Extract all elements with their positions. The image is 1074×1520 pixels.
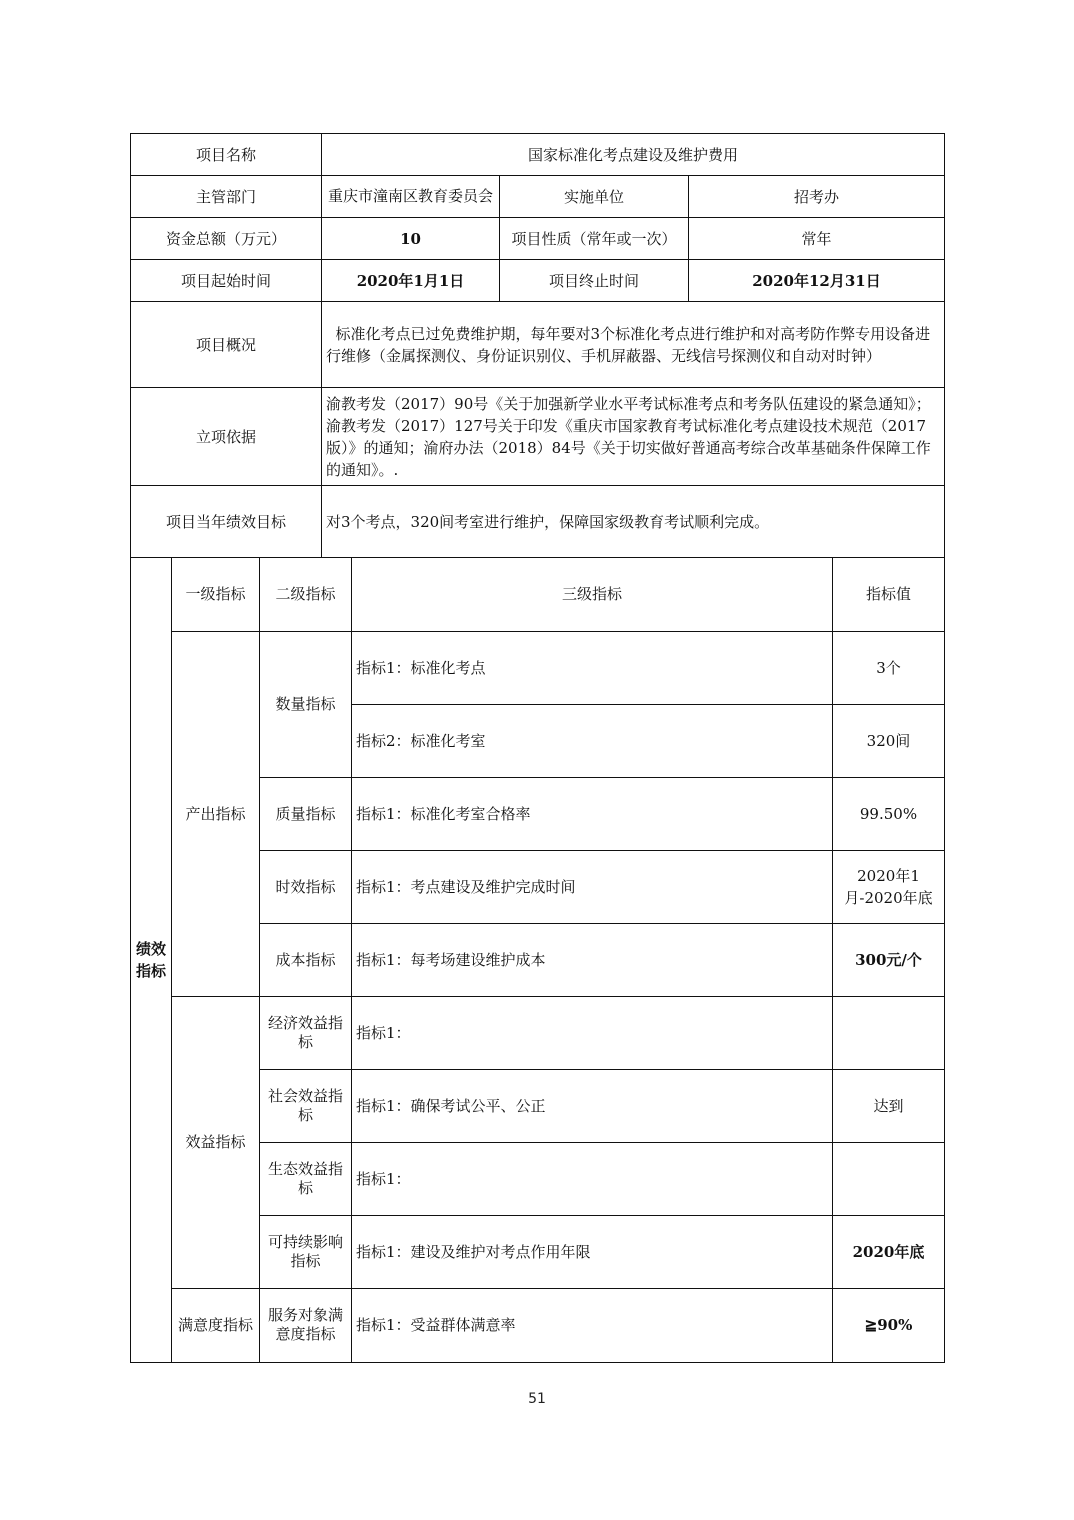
start-label: 项目起始时间 <box>131 260 322 302</box>
fund-label: 资金总额（万元） <box>131 218 322 260</box>
satisfaction-text: 指标1：受益群体满意率 <box>352 1288 833 1362</box>
table-row <box>131 557 945 631</box>
nature-value: 常年 <box>689 218 945 260</box>
table-row <box>131 996 945 1069</box>
social-benefit-text: 指标1：确保考试公平、公正 <box>352 1069 833 1142</box>
social-benefit-label: 社会效益指标 <box>260 1069 352 1142</box>
table-row <box>131 260 945 302</box>
quantity-indicator-1-text: 指标1：标准化考点 <box>352 631 833 704</box>
timeliness-indicator-value: 2020年1月-2020年底 <box>833 850 945 923</box>
sustainability-text: 指标1：建设及维护对考点作用年限 <box>352 1215 833 1288</box>
satisfaction-indicator-label: 满意度指标 <box>172 1288 260 1362</box>
end-value: 2020年12月31日 <box>689 260 945 302</box>
cost-indicator-text: 指标1：每考场建设维护成本 <box>352 923 833 996</box>
table-row <box>131 1288 945 1362</box>
ecological-benefit-label: 生态效益指标 <box>260 1142 352 1215</box>
timeliness-indicator-text: 指标1：考点建设及维护完成时间 <box>352 850 833 923</box>
col-level3-header: 三级指标 <box>352 557 833 631</box>
ecological-benefit-value <box>833 1142 945 1215</box>
quality-indicator-text: 指标1：标准化考室合格率 <box>352 777 833 850</box>
goal-label: 项目当年绩效目标 <box>131 486 322 558</box>
table-row <box>131 176 945 218</box>
social-benefit-value: 达到 <box>833 1069 945 1142</box>
page-number: 51 <box>528 1391 546 1407</box>
project-performance-sheet <box>130 133 944 1363</box>
quantity-indicator-label: 数量指标 <box>260 631 352 777</box>
quantity-indicator-2-value: 320间 <box>833 704 945 777</box>
quality-indicator-value: 99.50% <box>833 777 945 850</box>
economic-benefit-label: 经济效益指标 <box>260 996 352 1069</box>
table-row <box>131 631 945 704</box>
table-row <box>131 486 945 558</box>
quantity-indicator-1-value: 3个 <box>833 631 945 704</box>
start-value: 2020年1月1日 <box>322 260 500 302</box>
table-row <box>131 218 945 260</box>
goal-value: 对3个考点，320间考室进行维护，保障国家级教育考试顺利完成。 <box>322 486 945 558</box>
dept-label: 主管部门 <box>131 176 322 218</box>
project-name-value: 国家标准化考点建设及维护费用 <box>322 134 945 176</box>
col-level1-header: 一级指标 <box>172 557 260 631</box>
output-indicator-label: 产出指标 <box>172 631 260 996</box>
benefit-indicator-label: 效益指标 <box>172 996 260 1288</box>
basis-label: 立项依据 <box>131 388 322 486</box>
quantity-indicator-2-text: 指标2：标准化考室 <box>352 704 833 777</box>
table-row <box>131 134 945 176</box>
table-row <box>131 302 945 388</box>
project-name-label: 项目名称 <box>131 134 322 176</box>
impl-value: 招考办 <box>689 176 945 218</box>
project-info-table <box>130 133 945 558</box>
indicator-table <box>130 557 945 1363</box>
quality-indicator-label: 质量指标 <box>260 777 352 850</box>
dept-value: 重庆市潼南区教育委员会 <box>322 176 500 218</box>
ecological-benefit-text: 指标1： <box>352 1142 833 1215</box>
basis-value: 渝教考发（2017）90号《关于加强新学业水平考试标准考点和考务队伍建设的紧急通知》；渝教考发（2017）127号关于印发《重庆市国家教育考试标准化考点建设技术规范（2017版）》的通知；渝府办法（2018）84号《关于切实做好普通高考综合改革基础条件保障工作的通知》。. <box>322 388 945 486</box>
economic-benefit-text: 指标1： <box>352 996 833 1069</box>
end-label: 项目终止时间 <box>500 260 689 302</box>
nature-label: 项目性质（常年或一次） <box>500 218 689 260</box>
overview-label: 项目概况 <box>131 302 322 388</box>
cost-indicator-value: 300元/个 <box>833 923 945 996</box>
sustainability-label: 可持续影响指标 <box>260 1215 352 1288</box>
satisfaction-value: ≧90% <box>833 1288 945 1362</box>
fund-value: 10 <box>322 218 500 260</box>
col-level2-header: 二级指标 <box>260 557 352 631</box>
service-satisfaction-label: 服务对象满意度指标 <box>260 1288 352 1362</box>
cost-indicator-label: 成本指标 <box>260 923 352 996</box>
performance-indicator-side-label: 绩效指标 <box>131 557 172 1362</box>
timeliness-indicator-label: 时效指标 <box>260 850 352 923</box>
economic-benefit-value <box>833 996 945 1069</box>
col-value-header: 指标值 <box>833 557 945 631</box>
impl-label: 实施单位 <box>500 176 689 218</box>
sustainability-value: 2020年底 <box>833 1215 945 1288</box>
overview-value: 标准化考点已过免费维护期，每年要对3个标准化考点进行维护和对高考防作弊专用设备进行维修（金属探测仪、身份证识别仪、手机屏蔽器、无线信号探测仪和自动对时钟） <box>322 302 945 388</box>
table-row <box>131 388 945 486</box>
